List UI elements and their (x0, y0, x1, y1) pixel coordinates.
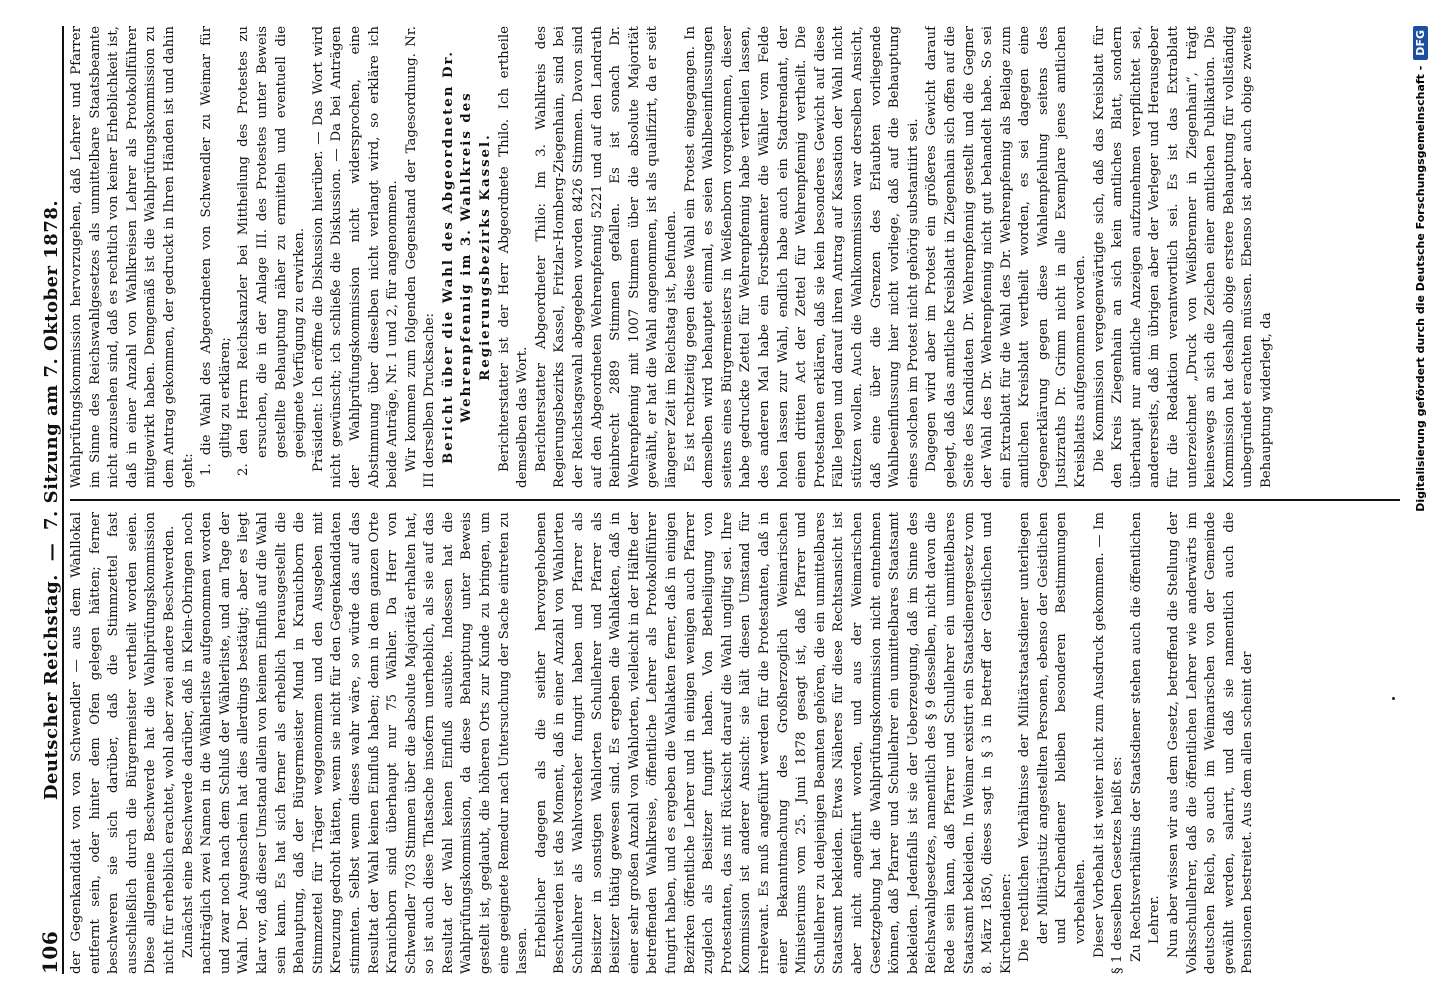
paragraph: Dieser Vorbehalt ist weiter nicht zum Ausdruck gekommen. — Im § 1 desselben Gesetzes heißt es: (1091, 512, 1126, 974)
session-date: 7. Sitzung am 7. Oktober 1878. (41, 199, 62, 530)
title-separator: — (41, 542, 62, 562)
digitization-credit (1412, 26, 1428, 974)
column-divider (70, 499, 1400, 501)
page-number: 106 (38, 930, 62, 974)
credit-text: Digitalisierung gefördert durch die Deutsche Forschungsgemeinschaft - (1413, 65, 1427, 512)
page-header (16, 26, 64, 974)
rapporteur-statement: Berichterstatter Abgeordneter Thilo: Im 3. Wahlkreis des Regierungsbezirks Kassel, Fritzlar-Homberg-Ziegenhain, sind bei der Reichstagswahl abgegeben worden 8426 Stimmen. Davon sind auf den Abgeordneten Wehrenpfennig 5221 und auf den Landrath Reinbrecht 2889 Stimmen gefallen. Es ist sonach Dr. Wehrenpfennig mit 1007 Stimmen über die absolute Majorität gewählt, er hat die Wahl angenommen, ist als qualifizirt, da er seit längerer Zeit im Reichstag ist, befunden. (533, 26, 679, 488)
right-column (68, 26, 1408, 488)
motion-item: 2. den Herrn Reichskanzler bei Mittheilung des Protestes zu ersuchen, die in der Anlage III. des Protestes unter Beweis gestellte Behauptung näher zu ermitteln und eventuell die geeignete Verfügung zu erwirken. (236, 26, 308, 476)
paragraph: Es ist rechtzeitig gegen diese Wahl ein Protest eingegangen. In demselben wird behauptet einmal, es seien Wahlbeeinflussungen seitens eines Bürgermeisters in Weißenborn vorgekommen, dieser habe gedruckte Zettel für Wehrenpfennig habe vertheilen lassen, des anderen Mal habe ein Forstbeamter die Wähler vom Felde holen lassen zur Wahl, endlich habe auch ein Stadtrendant, der einen dritten Act der Zettel für Wehrenpfennig vertheilt. Die Protestanten erklären, daß sie kein besonderes Gewicht auf diese Fälle legen und darauf ihren Antrag auf Kassation der Wahl nicht stützen wollen. Auch die Wahlkommission war derselben Ansicht, daß eine über die Grenzen des Erlaubten vorliegende Wahlbeeinflussung hier nicht vorliege, daß auf die Behauptung eines solchen im Protest nicht gehörig substantiirt sei. (682, 26, 921, 488)
report-heading: Bericht über die Wahl des Abgeordneten Dr. Wehrenpfennig im 3. Wahlkreis des Regierungsbezirks Kassel. (440, 50, 494, 464)
paragraph: Erheblicher dagegen als die seither hervorgehobenen Beschwerden ist das Moment, daß in einer Anzahl von Wahlorten Schullehrer als Wahlvorsteher fungirt haben und Pfarrer als Beisitzer in sonstigen Wahlorten Schullehrer und Pfarrer als Beisitzer thätig gewesen sind. Es ergeben die Wahlakten, daß in einer sehr großen Anzahl von Wahlorten, vielleicht in der Hälfte der betreffenden Wahlkreise, öffentliche Lehrer als Protokollführer fungirt haben, und es ergeben die Wahlakten ferner, daß in einigen Bezirken öffentliche Lehrer und in einigen wenigen auch Pfarrer zugleich als Beisitzer fungirt haben. Von Betheiligung von Protestanten, das mit Rücksicht darauf die Wahl ungiltig sei. Ihre Kommission ist anderer Ansicht: sie hält diesen Umstand für irrelevant. Es muß angeführt werden für die Protestanten, daß in einer Bekanntmachung des Großherzoglich Weimarischen Ministeriums vom 25. Juni 1878 gesagt ist, daß Pfarrer und Schullehrer zu denjenigen Beamten gehören, die ein unmittelbares Staatsamt bekleiden. Etwas Näheres für diese Rechtsansicht ist aber nicht angeführt worden, und aus der Weimarischen Gesetzgebung hat die Wahlprüfungskommission nicht entnehmen können, daß Pfarrer und Schullehrer ein unmittelbares Staatsamt bekleiden. Jedenfalls ist sie der Ueberzeugung, daß im Sinne des Reichswahlgesetzes, namentlich des § 9 desselben, nicht davon die Rede sein kann, daß Pfarrer und Schullehrer ein unmittelbares Staatsamt bekleiden. In Weimar existirt ein Staatsdienergesetz vom 8. März 1850, dieses sagt in § 3 in Betreff der Geistlichen und Kirchendiener: (533, 512, 1014, 974)
scan-speck (1392, 697, 1395, 700)
motion-item: 1. die Wahl des Abgeordneten von Schwendler zu Weimar für giltig zu erklären; (199, 26, 233, 476)
paragraph: Zunächst eine Beschwerde darüber, daß in Klein-Obringen noch nachträglich zwei Namen in die Wählerliste aufgenommen worden und zwar noch nach dem Schluß der Wählerliste, und am Tage der Wahl. Der Augenschein hat dies allerdings bestätigt; aber es liegt klar vor, daß dieser Umstand allein von keinem Einfluß auf die Wahl sein kann. Es hat sich ferner als erheblich herausgestellt die Behauptung, daß der Bürgermeister Mund in Kranichborn die Stimmzettel für Träger weggenommen und den Ausgeben mit Kreuzung gedroht hätten, wenn sie nicht für den Gegenkandidaten stimmten. Selbst wenn dieses wahr wäre, so würde das auf das Resultat der Wahl keinen Einfluß haben; denn in dem ganzen Orte Kranichborn sind überhaupt nur 75 Wähler. Da Herr von Schwendler 703 Stimmen über die absolute Majorität erhalten hat, so ist auch diese Thatsache insofern unerheblich, als sie auf das Resultat der Wahl keinen Einfluß ausübte. Indessen hat die Wahlprüfungskommission, da diese Behauptung unter Beweis gestellt ist, geglaubt, die höheren Orts zur Kunde zu bringen, um eine geeignete Remedur nach Untersuchung der Sache eintreten zu lassen. (180, 512, 531, 974)
paragraph: Berichterstatter ist der Herr Abgeordnete Thilo. Ich ertheile demselben das Wort. (496, 26, 531, 488)
running-title (41, 86, 62, 914)
paragraph: Nun aber wissen wir aus dem Gesetz, betreffend die Stellung der Volksschullehrer, daß die öffentlichen Lehrer wie anderwärts im deutschen Reich, so auch im Weimarischen von der Gemeinde gewählt werden, salarirt, und daß sie namentlich auch die Pensionen bestreitet. Aus dem allen scheint der (1166, 512, 1256, 974)
paragraph: Die Kommission vergegenwärtigte sich, daß das Kreisblatt für den Kreis Ziegenhain an sich kein amtliches Blatt, sondern überhaupt nur amtliche Anzeigen aufzunehmen verpflichtet sei, andererseits, daß im übrigen aber der Verleger und Herausgeber für die Redaktion verantwortlich sei. Es ist das Extrablatt unterzeichnet „Druck von Weißbrenner in Ziegenhain“, trägt keineswegs an sich die Zeichen einer amtlichen Publikation. Die Kommission hat deshalb obige erstere Behauptung für vollständig unbegründet erachten müssen. Ebenso ist aber auch obige zweite Behauptung widerlegt, da (1091, 26, 1274, 488)
quoted-law: Die rechtlichen Verhältnisse der Militärstaatsdiener unterliegen der Militärjustiz angestellten Personen, ebenso der Geistlichen und Kirchendiener bleiben besonderen Bestimmungen vorbehalten. (1017, 512, 1089, 962)
left-column (68, 512, 1408, 974)
publication-title: Deutscher Reichstag. (41, 574, 62, 801)
paragraph: Wahlprüfungskommission hervorzugehen, daß Lehrer und Pfarrer im Sinne des Reichswahlgesetzes als unmittelbare Staatsbeamte nicht anzusehen sind, daß es rechtlich von keiner Erheblichkeit ist, daß in einer Anzahl von Wahlkreisen Lehrer als Protokollführer mitgewirkt haben. Demgemäß ist die Wahlprüfungskommission zu dem Antrag gekommen, der gedruckt in Ihren Händen ist und dahin geht: (69, 26, 196, 488)
dfg-logo: DFG (1413, 26, 1428, 60)
president-statement: Präsident: Ich eröffne die Diskussion hierüber. — Das Wort wird nicht gewünscht; ich schließe die Diskussion. — Da bei Anträgen der Wahlprüfungskommission nicht widersprochen, eine Abstimmung über dieselben nicht verlangt wird, so erkläre ich beide Anträge, Nr. 1 und 2, für angenommen. (310, 26, 401, 488)
quoted-law: Zu Rechtsverhältnis der Staatsdiener stehen auch die öffentlichen Lehrer. (1128, 512, 1163, 962)
paragraph: Dagegen wird aber im Protest ein größeres Gewicht darauf gelegt, daß das amtliche Kreisblatt in Ziegenhain sich offen auf die Seite des Kandidaten Dr. Wehrenpfennig gestellt und die Gegner der Wahl des Dr. Wehrenpfennig nicht gut behandelt habe. So sei ein Extrablatt für die Wahl des Dr. Wehrenpfennig als Beilage zum amtlichen Kreisblatt vertheilt worden, es sei dagegen eine Gegenerklärung gegen diese Wahlempfehlung seitens des Justizraths Dr. Grimm nicht in alle Exemplare jenes amtlichen Kreisblatts aufgenommen worden. (924, 26, 1089, 488)
paragraph: Wir kommen zum folgenden Gegenstand der Tagesordnung. Nr. III derselben Drucksache: (403, 26, 438, 488)
paragraph: der Gegenkandidat von von Schwendler — aus dem Wahllokal entfernt sein, oder hinter dem Ofen gelegen hätten; ferner beschweren sie sich darüber, daß die Stimmzettel fast ausschließlich durch die Bürgermeister vertheilt worden seien. Diese allgemeine Beschwerde hat die Wahlprüfungskommission nicht für erheblich erachtet, wohl aber zwei andere Beschwerden. (69, 512, 177, 974)
